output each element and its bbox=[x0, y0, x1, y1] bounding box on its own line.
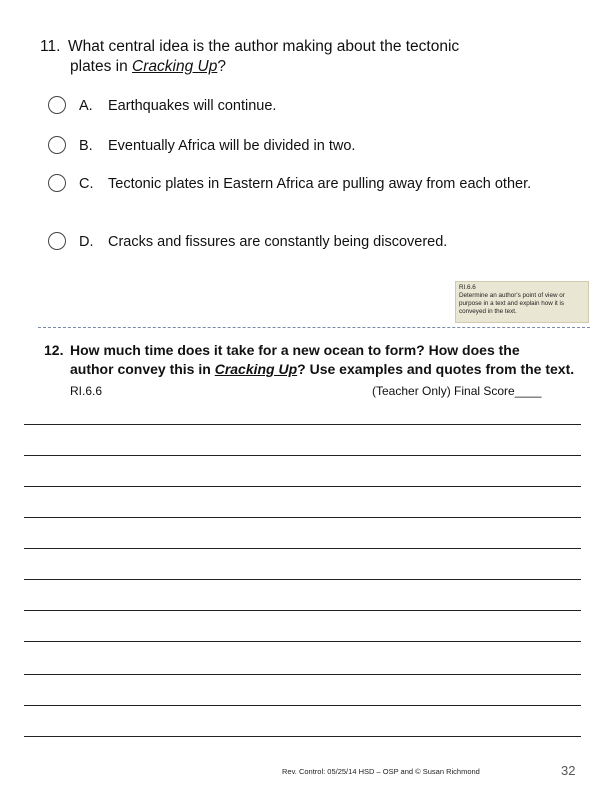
question-12 bbox=[44, 341, 589, 379]
section-divider bbox=[38, 327, 590, 328]
option-a-text: Earthquakes will continue. bbox=[108, 98, 277, 114]
writing-line[interactable] bbox=[24, 548, 581, 549]
radio-option-a[interactable] bbox=[48, 96, 66, 114]
standard-code: RI.6.6 bbox=[459, 284, 476, 291]
footer-text: Rev. Control: 05/25/14 HSD – OSP and © Susan Richmond bbox=[282, 767, 480, 776]
writing-line[interactable] bbox=[24, 705, 581, 706]
question-11-number: 11. bbox=[40, 38, 61, 55]
option-d-letter: D. bbox=[79, 234, 94, 250]
writing-line[interactable] bbox=[24, 736, 581, 737]
writing-line[interactable] bbox=[24, 579, 581, 580]
option-d-text: Cracks and fissures are constantly being discovered. bbox=[108, 234, 448, 250]
option-a-letter: A. bbox=[79, 98, 93, 114]
radio-option-b[interactable] bbox=[48, 136, 66, 154]
writing-line[interactable] bbox=[24, 641, 581, 642]
question-12-line2: author convey this in bbox=[70, 361, 215, 377]
radio-option-c[interactable] bbox=[48, 174, 66, 192]
question-12-number: 12. bbox=[44, 342, 64, 358]
option-c-letter: C. bbox=[79, 176, 94, 192]
question-11-text-line1: What central idea is the author making about the tectonic bbox=[68, 38, 460, 55]
option-c-text: Tectonic plates in Eastern Africa are pulling away from each other. bbox=[108, 176, 532, 192]
writing-line[interactable] bbox=[24, 517, 581, 518]
option-b-text: Eventually Africa will be divided in two. bbox=[108, 138, 356, 154]
question-11 bbox=[40, 37, 560, 77]
writing-line[interactable] bbox=[24, 424, 581, 425]
standard-note bbox=[455, 281, 589, 323]
question-11-title: Cracking Up bbox=[132, 58, 218, 75]
standard-description: Determine an author's point of view or purpose in a text and explain how it is conveyed in the text. bbox=[459, 292, 565, 315]
page-number: 32 bbox=[561, 763, 576, 778]
question-12-line2-end: ? Use examples and quotes from the text. bbox=[297, 361, 575, 377]
question-11-text-end: ? bbox=[217, 58, 226, 75]
writing-line[interactable] bbox=[24, 610, 581, 611]
writing-line[interactable] bbox=[24, 674, 581, 675]
writing-line[interactable] bbox=[24, 455, 581, 456]
question-12-standard: RI.6.6 bbox=[70, 384, 103, 398]
radio-option-d[interactable] bbox=[48, 232, 66, 250]
teacher-score-label: (Teacher Only) Final Score____ bbox=[372, 384, 542, 398]
option-b-letter: B. bbox=[79, 138, 93, 154]
writing-line[interactable] bbox=[24, 486, 581, 487]
question-11-text-line2: plates in bbox=[70, 58, 133, 75]
question-12-line1: How much time does it take for a new ocean to form? How does the bbox=[70, 342, 520, 358]
question-12-title: Cracking Up bbox=[214, 361, 298, 377]
